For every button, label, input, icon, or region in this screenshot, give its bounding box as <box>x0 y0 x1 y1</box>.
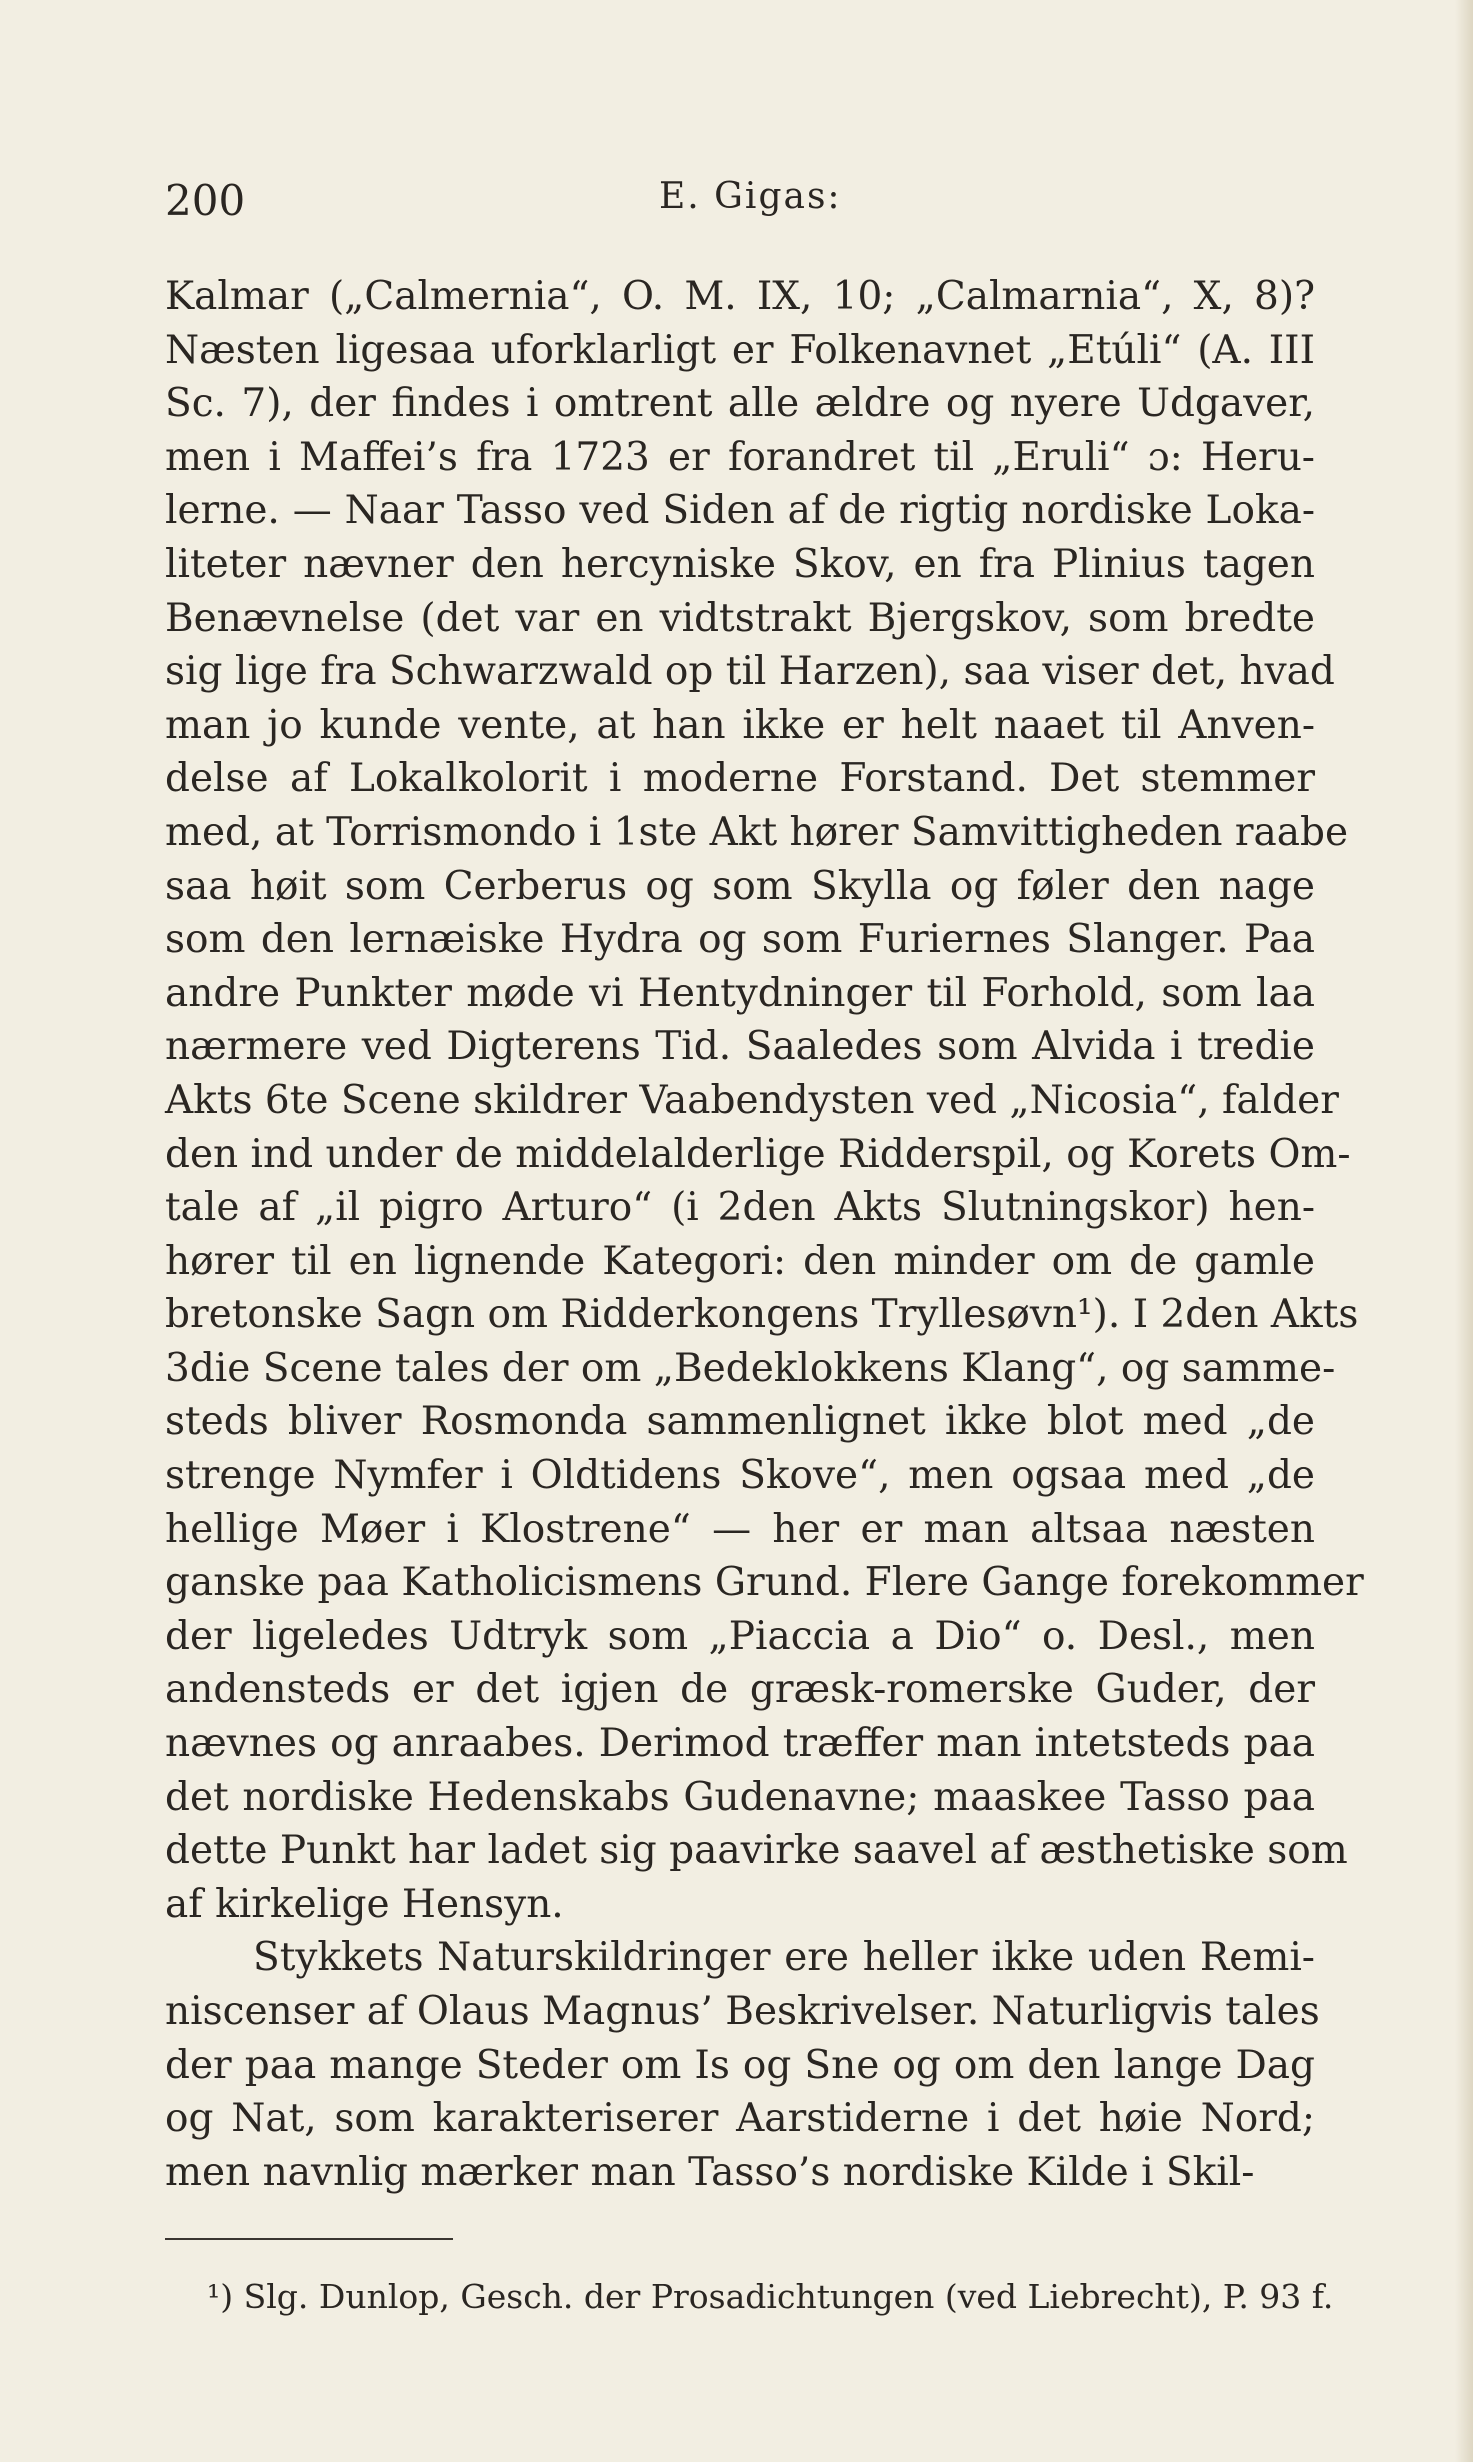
text-line: Stykkets Naturskildringer ere heller ikke uden Remi- <box>253 1935 1315 1981</box>
text-line: det nordiske Hedenskabs Gudenavne; maaskee Tasso paa <box>165 1774 1315 1820</box>
text-line: lerne. — Naar Tasso ved Siden af de rigtig nordiske Loka- <box>165 488 1315 534</box>
page-edge-shadow <box>1455 0 1473 2462</box>
text-line: liteter nævner den hercyniske Skov, en fra Plinius tagen <box>165 541 1315 587</box>
footnote-marker: ¹) <box>207 2277 234 2316</box>
text-line: men navnlig mærker man Tasso’s nordiske Kilde i Skil- <box>165 2149 1255 2195</box>
footnote-rule <box>165 2238 453 2240</box>
text-line: der ligeledes Udtryk som „Piaccia a Dio“ o. Desl., men <box>165 1613 1315 1659</box>
text-line: sig lige fra Schwarzwald op til Harzen), saa viser det, hvad <box>165 649 1335 695</box>
text-line: af kirkelige Hensyn. <box>165 1881 564 1927</box>
text-line: der paa mange Steder om Is og Sne og om den lange Dag <box>165 2042 1315 2088</box>
text-line: Næsten ligesaa uforklarligt er Folkenavnet „Etúli“ (A. III <box>165 327 1315 373</box>
text-line: dette Punkt har ladet sig paavirke saavel af æsthetiske som <box>165 1828 1348 1874</box>
text-line: man jo kunde vente, at han ikke er helt naaet til Anven- <box>165 702 1315 748</box>
text-line: Benævnelse (det var en vidtstrakt Bjergskov, som bredte <box>165 595 1315 641</box>
footnote-text: Slg. Dunlop, Gesch. der Prosadichtungen (ved Liebrecht), P. 93 f. <box>243 2277 1334 2316</box>
text-line: steds bliver Rosmonda sammenlignet ikke blot med „de <box>165 1399 1315 1445</box>
text-line: og Nat, som karakteriserer Aarstiderne i det høie Nord; <box>165 2096 1315 2142</box>
text-line: ganske paa Katholicismens Grund. Flere Gange forekommer <box>165 1560 1364 1606</box>
text-line: andre Punkter møde vi Hentydninger til Forhold, som laa <box>165 970 1315 1016</box>
text-line: Sc. 7), der findes i omtrent alle ældre og nyere Udgaver, <box>165 381 1315 427</box>
page-number: 200 <box>165 176 246 225</box>
text-line: 3die Scene tales der om „Bedeklokkens Klang“, og samme- <box>165 1345 1336 1391</box>
text-line: men i Maffei’s fra 1723 er forandret til „Eruli“ ɔ: Heru- <box>165 434 1315 480</box>
text-line: den ind under de middelalderlige Ridderspil, og Korets Om- <box>165 1131 1351 1177</box>
running-head: E. Gigas: <box>659 176 842 217</box>
page-header <box>165 176 1315 236</box>
text-line: delse af Lokalkolorit i moderne Forstand. Det stemmer <box>165 756 1315 802</box>
text-line: hører til en lignende Kategori: den minder om de gamle <box>165 1238 1315 1284</box>
text-line: Akts 6te Scene skildrer Vaabendysten ved „Nicosia“, falder <box>165 1077 1339 1123</box>
text-line: hellige Møer i Klostrene“ — her er man altsaa næsten <box>165 1506 1315 1552</box>
text-line: Kalmar („Calmernia“, O. M. IX, 10; „Calmarnia“, X, 8)? <box>165 274 1315 319</box>
text-line: bretonske Sagn om Ridderkongens Tryllesøvn¹). I 2den Akts <box>165 1292 1359 1338</box>
text-line: saa høit som Cerberus og som Skylla og føler den nage <box>165 863 1315 909</box>
body-text <box>165 270 1364 2199</box>
text-line: nærmere ved Digterens Tid. Saaledes som Alvida i tredie <box>165 1024 1315 1070</box>
text-line: som den lernæiske Hydra og som Furiernes Slanger. Paa <box>165 917 1315 963</box>
text-line: andensteds er det igjen de græsk-romerske Guder, der <box>165 1667 1315 1713</box>
text-line: nævnes og anraabes. Derimod træffer man intetsteds paa <box>165 1721 1315 1767</box>
text-line: strenge Nymfer i Oldtidens Skove“, men ogsaa med „de <box>165 1453 1315 1499</box>
footnote <box>207 2277 1334 2317</box>
text-line: tale af „il pigro Arturo“ (i 2den Akts Slutningskor) hen- <box>165 1185 1315 1231</box>
text-line: med, at Torrismondo i 1ste Akt hører Samvittigheden raabe <box>165 809 1349 855</box>
text-line: niscenser af Olaus Magnus’ Beskrivelser. Naturligvis tales <box>165 1989 1320 2034</box>
